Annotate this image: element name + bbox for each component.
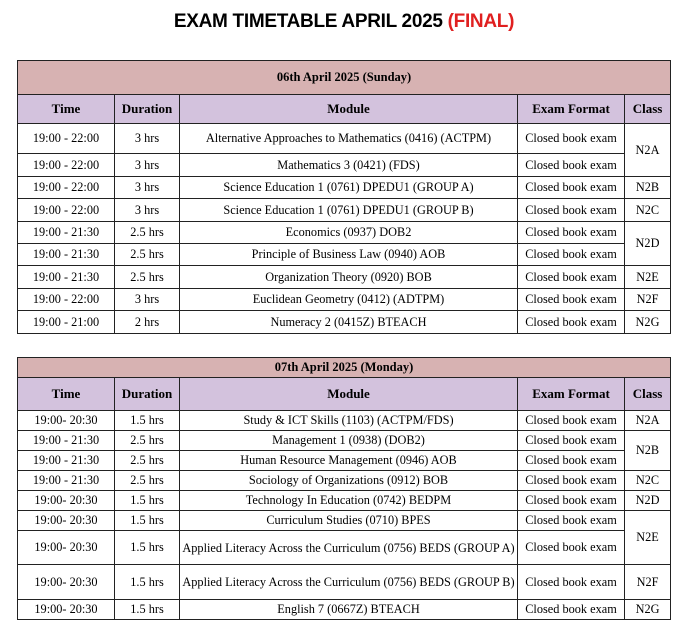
cell-format: Closed book exam bbox=[518, 431, 625, 451]
cell-module: Alternative Approaches to Mathematics (0416) (ACTPM) bbox=[180, 124, 518, 154]
cell-class: N2G bbox=[625, 600, 671, 620]
cell-time: 19:00- 20:30 bbox=[18, 511, 115, 531]
cell-class: N2F bbox=[625, 565, 671, 600]
cell-class: N2D bbox=[625, 491, 671, 511]
table-row bbox=[18, 511, 671, 531]
cell-time: 19:00 - 21:00 bbox=[18, 311, 115, 334]
table-row bbox=[18, 177, 671, 199]
cell-duration: 3 hrs bbox=[115, 177, 180, 199]
table-row bbox=[18, 222, 671, 244]
cell-class: N2D bbox=[625, 222, 671, 266]
cell-class: N2A bbox=[625, 124, 671, 177]
cell-class: N2A bbox=[625, 411, 671, 431]
cell-module: Principle of Business Law (0940) AOB bbox=[180, 244, 518, 266]
cell-module: Economics (0937) DOB2 bbox=[180, 222, 518, 244]
title-main: EXAM TIMETABLE APRIL 2025 bbox=[173, 11, 443, 32]
cell-duration: 2.5 hrs bbox=[115, 222, 180, 244]
cell-duration: 1.5 hrs bbox=[115, 411, 180, 431]
cell-duration: 2.5 hrs bbox=[115, 244, 180, 266]
cell-time: 19:00 - 21:30 bbox=[18, 222, 115, 244]
cell-module: Organization Theory (0920) BOB bbox=[180, 266, 518, 289]
cell-time: 19:00- 20:30 bbox=[18, 565, 115, 600]
cell-class: N2B bbox=[625, 431, 671, 471]
header-format: Exam Format bbox=[518, 95, 625, 124]
cell-module: Sociology of Organizations (0912) BOB bbox=[180, 471, 518, 491]
header-module: Module bbox=[180, 95, 518, 124]
cell-format: Closed book exam bbox=[518, 289, 625, 311]
cell-module: Mathematics 3 (0421) (FDS) bbox=[180, 154, 518, 177]
cell-time: 19:00- 20:30 bbox=[18, 531, 115, 565]
cell-format: Closed book exam bbox=[518, 511, 625, 531]
cell-class: N2F bbox=[625, 289, 671, 311]
table-row bbox=[18, 491, 671, 511]
table-row bbox=[18, 565, 671, 600]
header-time: Time bbox=[18, 378, 115, 411]
day1-banner: 06th April 2025 (Sunday) bbox=[18, 61, 671, 95]
cell-module: English 7 (0667Z) BTEACH bbox=[180, 600, 518, 620]
table-row bbox=[18, 311, 671, 334]
cell-module: Management 1 (0938) (DOB2) bbox=[180, 431, 518, 451]
cell-module: Technology In Education (0742) BEDPM bbox=[180, 491, 518, 511]
cell-duration: 3 hrs bbox=[115, 199, 180, 222]
cell-module: Science Education 1 (0761) DPEDU1 (GROUP A) bbox=[180, 177, 518, 199]
timetable-day2 bbox=[17, 357, 671, 620]
cell-module: Euclidean Geometry (0412) (ADTPM) bbox=[180, 289, 518, 311]
table-row bbox=[18, 266, 671, 289]
table-row bbox=[18, 124, 671, 154]
cell-duration: 1.5 hrs bbox=[115, 511, 180, 531]
cell-duration: 3 hrs bbox=[115, 154, 180, 177]
cell-time: 19:00 - 22:00 bbox=[18, 154, 115, 177]
cell-duration: 1.5 hrs bbox=[115, 600, 180, 620]
cell-module: Applied Literacy Across the Curriculum (0756) BEDS (GROUP A) bbox=[180, 531, 518, 565]
cell-module: Science Education 1 (0761) DPEDU1 (GROUP B) bbox=[180, 199, 518, 222]
cell-time: 19:00- 20:30 bbox=[18, 491, 115, 511]
cell-time: 19:00 - 22:00 bbox=[18, 199, 115, 222]
table-row bbox=[18, 289, 671, 311]
cell-class: N2C bbox=[625, 199, 671, 222]
table-row bbox=[18, 471, 671, 491]
cell-time: 19:00- 20:30 bbox=[18, 411, 115, 431]
cell-format: Closed book exam bbox=[518, 244, 625, 266]
cell-format: Closed book exam bbox=[518, 491, 625, 511]
cell-format: Closed book exam bbox=[518, 600, 625, 620]
table-row bbox=[18, 244, 671, 266]
header-duration: Duration bbox=[115, 378, 180, 411]
cell-format: Closed book exam bbox=[518, 311, 625, 334]
cell-duration: 1.5 hrs bbox=[115, 491, 180, 511]
cell-module: Human Resource Management (0946) AOB bbox=[180, 451, 518, 471]
day2-banner: 07th April 2025 (Monday) bbox=[18, 358, 671, 378]
cell-format: Closed book exam bbox=[518, 124, 625, 154]
cell-time: 19:00 - 22:00 bbox=[18, 289, 115, 311]
cell-module: Curriculum Studies (0710) BPES bbox=[180, 511, 518, 531]
table-row bbox=[18, 411, 671, 431]
table-row bbox=[18, 154, 671, 177]
table-row bbox=[18, 199, 671, 222]
cell-duration: 2.5 hrs bbox=[115, 431, 180, 451]
cell-class: N2E bbox=[625, 266, 671, 289]
cell-format: Closed book exam bbox=[518, 411, 625, 431]
cell-duration: 3 hrs bbox=[115, 124, 180, 154]
cell-class: N2C bbox=[625, 471, 671, 491]
cell-duration: 2.5 hrs bbox=[115, 266, 180, 289]
cell-time: 19:00 - 21:30 bbox=[18, 244, 115, 266]
cell-module: Numeracy 2 (0415Z) BTEACH bbox=[180, 311, 518, 334]
cell-format: Closed book exam bbox=[518, 177, 625, 199]
cell-format: Closed book exam bbox=[518, 531, 625, 565]
cell-module: Study & ICT Skills (1103) (ACTPM/FDS) bbox=[180, 411, 518, 431]
cell-time: 19:00 - 21:30 bbox=[18, 266, 115, 289]
cell-class: N2E bbox=[625, 511, 671, 565]
cell-time: 19:00 - 22:00 bbox=[18, 177, 115, 199]
cell-format: Closed book exam bbox=[518, 565, 625, 600]
cell-time: 19:00 - 21:30 bbox=[18, 431, 115, 451]
header-duration: Duration bbox=[115, 95, 180, 124]
page-title bbox=[0, 11, 688, 33]
table-row bbox=[18, 451, 671, 471]
header-class: Class bbox=[625, 378, 671, 411]
cell-duration: 3 hrs bbox=[115, 289, 180, 311]
cell-class: N2B bbox=[625, 177, 671, 199]
cell-time: 19:00 - 21:30 bbox=[18, 451, 115, 471]
table-row bbox=[18, 600, 671, 620]
cell-format: Closed book exam bbox=[518, 266, 625, 289]
cell-format: Closed book exam bbox=[518, 154, 625, 177]
cell-duration: 2.5 hrs bbox=[115, 471, 180, 491]
cell-format: Closed book exam bbox=[518, 451, 625, 471]
table-row bbox=[18, 431, 671, 451]
cell-time: 19:00 - 22:00 bbox=[18, 124, 115, 154]
cell-module: Applied Literacy Across the Curriculum (0756) BEDS (GROUP B) bbox=[180, 565, 518, 600]
cell-format: Closed book exam bbox=[518, 222, 625, 244]
header-class: Class bbox=[625, 95, 671, 124]
cell-duration: 2 hrs bbox=[115, 311, 180, 334]
cell-class: N2G bbox=[625, 311, 671, 334]
cell-format: Closed book exam bbox=[518, 471, 625, 491]
cell-duration: 1.5 hrs bbox=[115, 531, 180, 565]
header-time: Time bbox=[18, 95, 115, 124]
cell-format: Closed book exam bbox=[518, 199, 625, 222]
cell-time: 19:00- 20:30 bbox=[18, 600, 115, 620]
cell-duration: 2.5 hrs bbox=[115, 451, 180, 471]
cell-time: 19:00 - 21:30 bbox=[18, 471, 115, 491]
header-module: Module bbox=[180, 378, 518, 411]
header-format: Exam Format bbox=[518, 378, 625, 411]
timetable-day1 bbox=[17, 60, 671, 334]
table-row bbox=[18, 531, 671, 565]
cell-duration: 1.5 hrs bbox=[115, 565, 180, 600]
title-final-flag: (FINAL) bbox=[447, 11, 515, 32]
